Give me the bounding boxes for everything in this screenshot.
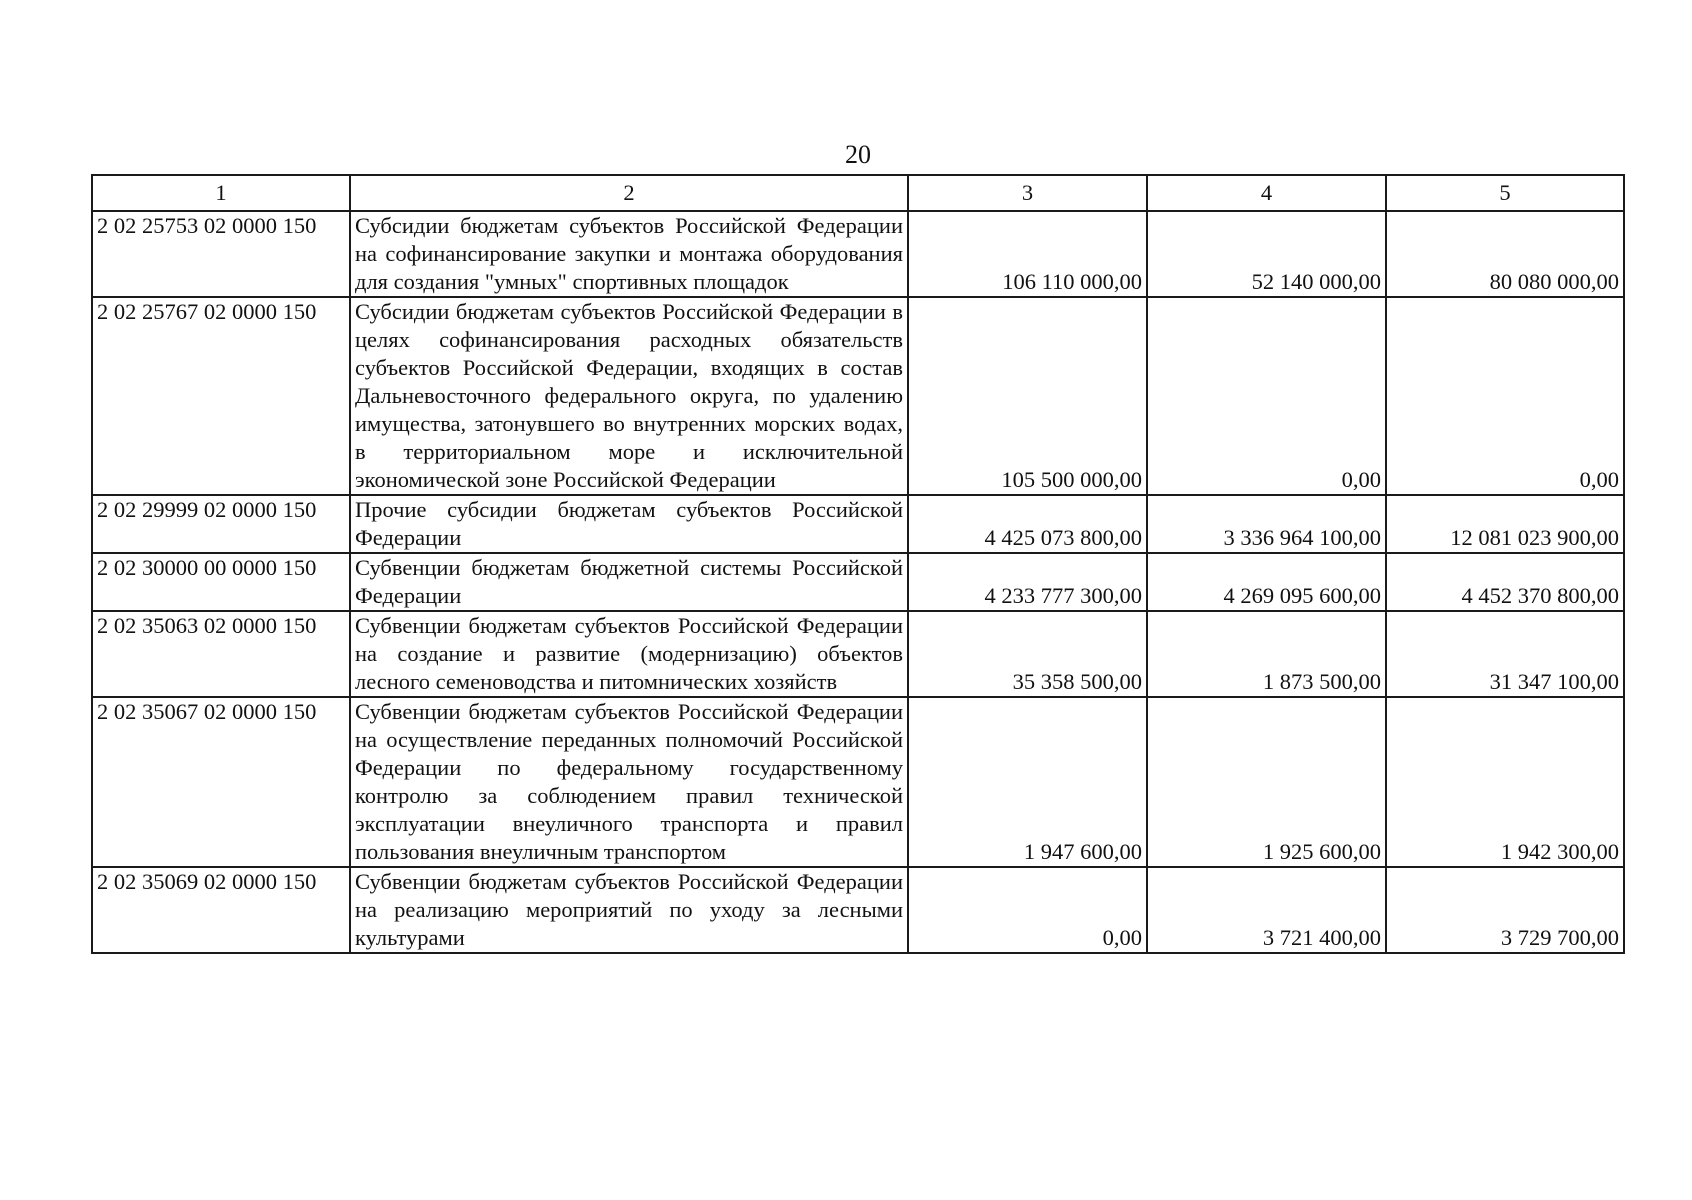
budget-code-cell: 2 02 35063 02 0000 150 <box>92 611 350 697</box>
amount-col4-cell: 4 269 095 600,00 <box>1147 553 1386 611</box>
amount-col4-cell: 1 873 500,00 <box>1147 611 1386 697</box>
amount-col4-cell: 3 721 400,00 <box>1147 867 1386 953</box>
column-header-1: 1 <box>92 175 350 211</box>
amount-col5-cell: 12 081 023 900,00 <box>1386 495 1624 553</box>
amount-col4-cell: 0,00 <box>1147 297 1386 495</box>
table-row <box>92 697 1624 867</box>
table-row <box>92 611 1624 697</box>
column-header-2: 2 <box>350 175 908 211</box>
amount-col5-cell: 1 942 300,00 <box>1386 697 1624 867</box>
table-row <box>92 553 1624 611</box>
page-number: 20 <box>845 140 871 169</box>
budget-code-cell: 2 02 35069 02 0000 150 <box>92 867 350 953</box>
amount-col3-cell: 106 110 000,00 <box>908 211 1147 297</box>
budget-code-cell: 2 02 30000 00 0000 150 <box>92 553 350 611</box>
amount-col3-cell: 105 500 000,00 <box>908 297 1147 495</box>
amount-col3-cell: 4 233 777 300,00 <box>908 553 1147 611</box>
description-cell: Субвенции бюджетам субъектов Российской Федерации на осуществление переданных полномочий Российской Федерации по федеральному государственному контролю за соблюдением правил технической эксплуатации внеуличного транспорта и правил пользования внеуличным транспортом <box>350 697 908 867</box>
table-row <box>92 297 1624 495</box>
amount-col5-cell: 80 080 000,00 <box>1386 211 1624 297</box>
amount-col5-cell: 4 452 370 800,00 <box>1386 553 1624 611</box>
description-cell: Субсидии бюджетам субъектов Российской Федерации на софинансирование закупки и монтажа оборудования для создания "умных" спортивных площадок <box>350 211 908 297</box>
column-header-4: 4 <box>1147 175 1386 211</box>
amount-col5-cell: 0,00 <box>1386 297 1624 495</box>
description-cell: Субсидии бюджетам субъектов Российской Федерации в целях софинансирования расходных обязательств субъектов Российской Федерации, входящих в состав Дальневосточного федерального округа, по удалению имущества, затонувшего во внутренних морских водах, в территориальном море и исключительной экономической зоне Российской Федерации <box>350 297 908 495</box>
table-row <box>92 211 1624 297</box>
description-cell: Субвенции бюджетам субъектов Российской Федерации на создание и развитие (модернизацию) объектов лесного семеноводства и питомнических хозяйств <box>350 611 908 697</box>
amount-col3-cell: 35 358 500,00 <box>908 611 1147 697</box>
amount-col3-cell: 1 947 600,00 <box>908 697 1147 867</box>
amount-col4-cell: 3 336 964 100,00 <box>1147 495 1386 553</box>
amount-col4-cell: 52 140 000,00 <box>1147 211 1386 297</box>
column-header-5: 5 <box>1386 175 1624 211</box>
budget-code-cell: 2 02 25767 02 0000 150 <box>92 297 350 495</box>
budget-code-cell: 2 02 29999 02 0000 150 <box>92 495 350 553</box>
amount-col3-cell: 4 425 073 800,00 <box>908 495 1147 553</box>
amount-col4-cell: 1 925 600,00 <box>1147 697 1386 867</box>
budget-revenue-table <box>91 174 1625 954</box>
column-header-3: 3 <box>908 175 1147 211</box>
amount-col3-cell: 0,00 <box>908 867 1147 953</box>
description-cell: Субвенции бюджетам субъектов Российской Федерации на реализацию мероприятий по уходу за лесными культурами <box>350 867 908 953</box>
budget-code-cell: 2 02 35067 02 0000 150 <box>92 697 350 867</box>
budget-code-cell: 2 02 25753 02 0000 150 <box>92 211 350 297</box>
table-header-row <box>92 175 1624 211</box>
description-cell: Субвенции бюджетам бюджетной системы Российской Федерации <box>350 553 908 611</box>
table-row <box>92 495 1624 553</box>
table-row <box>92 867 1624 953</box>
amount-col5-cell: 3 729 700,00 <box>1386 867 1624 953</box>
description-cell: Прочие субсидии бюджетам субъектов Российской Федерации <box>350 495 908 553</box>
amount-col5-cell: 31 347 100,00 <box>1386 611 1624 697</box>
